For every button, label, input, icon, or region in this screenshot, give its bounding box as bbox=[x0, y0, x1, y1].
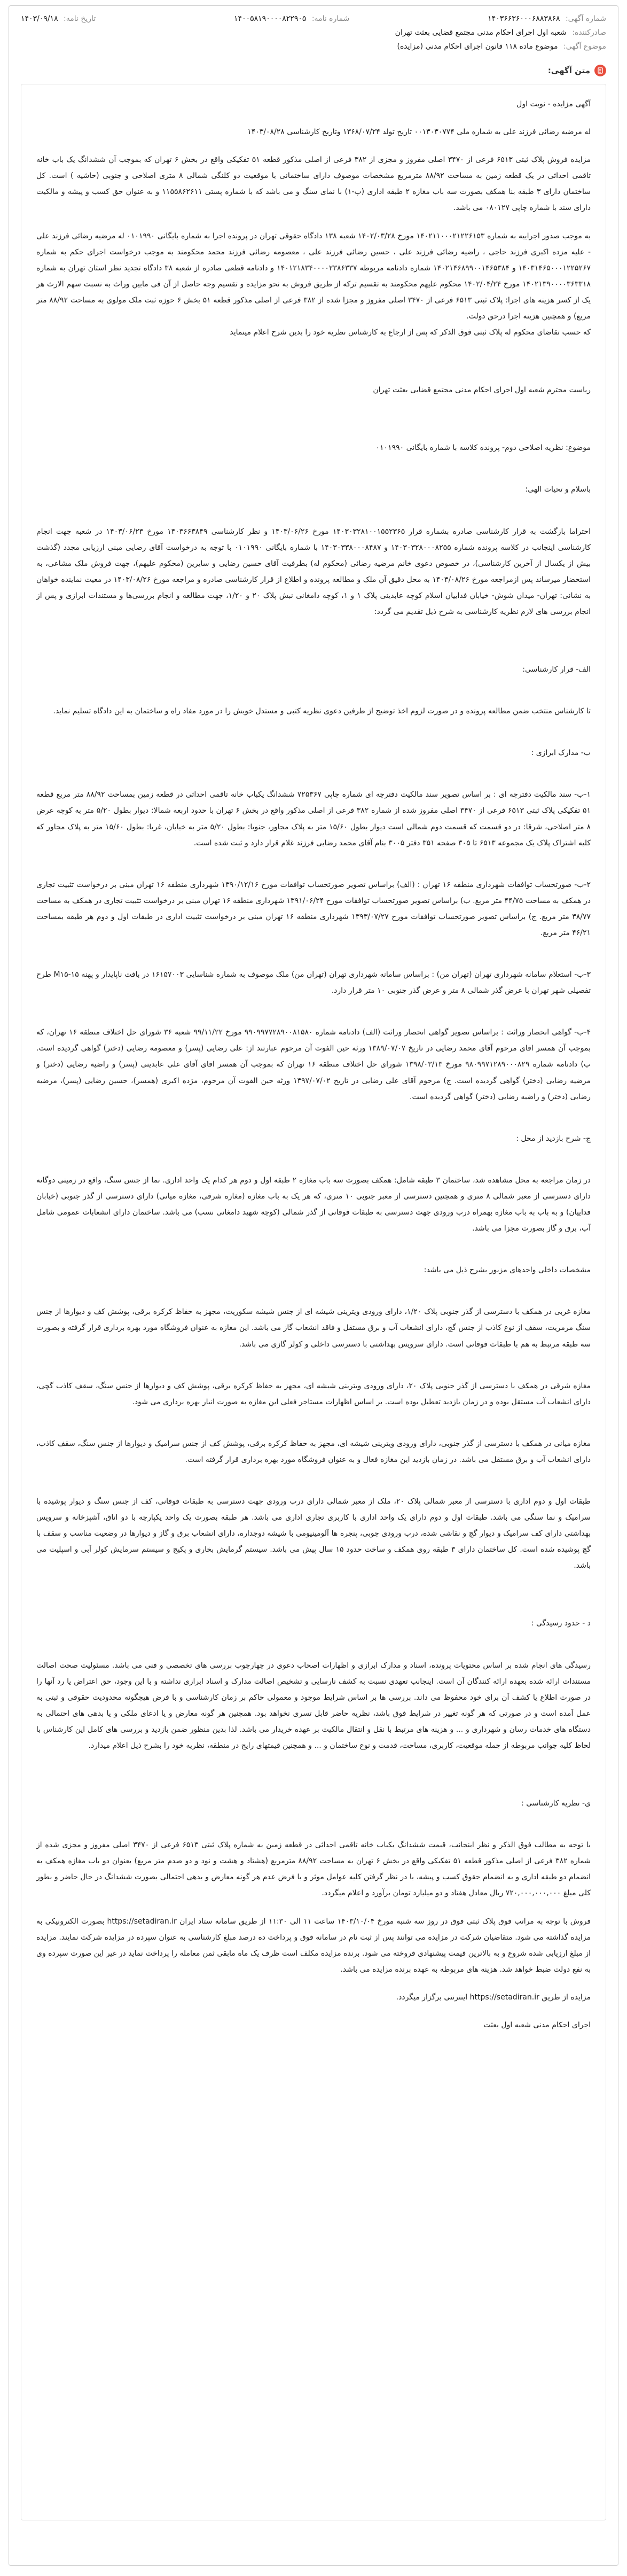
issuer-signature: اجرای احکام مدنی شعبه اول بعثت bbox=[483, 2021, 591, 2030]
issuer-label: صادرکننده: bbox=[572, 28, 606, 37]
section-b-item-1: ۱-ب- سند مالکیت دفترچه ای : بر اساس تصویر سند مالکیت دفترچه ای شماره چاپی ۷۲۵۳۶۷ ششدانگ یکباب خانه تاقمی احداثی در قطعه زمین بمساحت ۸۸/۹۲ متر مربع قطعه ۵۱ تفکیکی پلاک ثبتی ۶۵۱۳ فرعی از ۳۴۷۰ اصلی مفروز شده از شماره ۳۸۲ فرعی از اصلی مذکور واقع در بخش ۶ تهران با حدود اربعه شمالا: دیوار بطول ۵/۲۰ متر به کوچه عرض ۸ متر اصلاحی، شرقا: در دو قسمت که قسمت دوم شمالی است دیوار بطول ۱۵/۶۰ متر به پلاک مجاور، جنوبا: بطول ۵/۲۰ متر به خیابان، غربا: بطول ۱۵/۶۰ متر به پلاک مجاور که کلیه اشتراک پلاک یک مجموعه ۶۵۱۳ تا ۳۰۵ صفحه ۳۵۱ دفتر ۳۰۰۵ بنام آقای محمد رضایی فرزند غلام قرار دارد و ثبت شده است. bbox=[36, 790, 591, 847]
report-addressee: ریاست محترم شعبه اول اجرای احکام مدنی مجتمع قضایی بعثت تهران bbox=[373, 386, 591, 395]
announcement-text-heading bbox=[9, 65, 618, 76]
units-heading: مشخصات داخلی واحدهای مزبور بشرح ذیل می باشد: bbox=[424, 1266, 591, 1275]
ad-paragraph: به موجب صدور اجراییه به شماره ۱۴۰۲۱۱۰۰۰۲۱۲۲۶۱۵۳ مورخ ۱۴۰۲/۰۳/۲۸ شعبه ۱۳۸ دادگاه حقوقی تهران در پرونده اجرا به شماره بایگانی ۰۱۰۱۹۹۰ له مرضیه رضائی فرزند علی - علیه مزده اکبری فرزند حاجی ، راضیه رضائی فرزند علی ، حسین رضائی فرزند علی ، معصومه رضائی فرزند محمد محکومند به موجب درخواست اجرای حکم به شماره ۱۴۰۳۱۴۶۵۰۰۰۱۲۲۵۲۶۷ و ۱۴۰۲۱۴۶۸۹۹۰۰۱۴۶۵۳۸۴ شماره دادنامه مربوطه ۱۴۰۱۲۱۸۳۴۰۰۰۰۲۳۸۶۳۳۷ و دادنامه قطعی صادره از شعبه ۳۸ دادگاه تجدید نظر استان تهران به شماره ۱۴۰۲۱۳۹۰۰۰۰۳۶۳۳۱۸ مورخ ۱۴۰۲/۰۴/۲۴ محکوم علیهم محکومند به تقسیم ترکه از طریق فروش به نحو مزایده و تقسیم وجه حاصل از آن فی مابین وراث به نسبت سهم الارث هر یک از کسر هزینه های اجرا: پلاک ثبتی ۶۵۱۳ فرعی از ۳۴۷۰ اصلی مفروز و مجزا شده از ۳۸۲ فرعی از اصلی مذکور قطعه ۵۱ بخش ۶ حوزه ثبت ملک مولوی به مساحت ۸۸/۹۲ متر مربع) و همچنین هزینه اجرا درحق دولت. bbox=[36, 231, 591, 321]
report-intro: احتراما بازگشت به قرار کارشناسی صادره بشماره قرار ۱۴۰۳۰۳۲۸۱۰۰۱۵۵۲۳۶۵ مورخ ۱۴۰۳/۰۶/۲۶ و نظر کارشناسی ۱۴۰۳۶۶۳۸۴۹ مورخ ۱۴۰۳/۰۶/۲۳ در شعبه جهت انجام کارشناسی اینجانب در کلاسه پرونده شماره ۱۴۰۳۰۳۲۸۰۰۰۸۲۵۵ و ۱۴۰۳۰۳۳۸۰۰۰۸۴۸۷ با شماره بایگانی ۰۱۰۱۹۹۰ با توجه به درخواست آقای رضایی مبنی ارزیابی مجدد (گذشت بیش از یکسال از آخرین کارشناسی)، در خصوص دعوی خانم مرضیه رضائی (محکوم له) بطرفیت آقای حسین رضایی و سایرین (محکوم علیهم)، جهت فروش ملک مشاعی، به استحضار میرساند پس ازمراجعه مورخ ۱۴۰۳/۰۸/۲۶ به محل دقیق آن ملک و مطالعه پرونده و اطلاع از قرار کارشناسی صادره و مراجعه مورخ ۱۴۰۳/۰۸/۲۶ در معیت نماینده خواهان به نشانی: تهران- میدان شوش- خیابان فداییان اسلام کوچه عابدینی پلاک ۱ و ۱، کوچه دامغانی نبش پلاک ۲۰ و ۱/۲۰، جهت مطالعه و انجام بررسی‌ها و مستندات ابرازی و پس از انجام بررسی های لازم نظریه کارشناسی به شرح ذیل تقدیم می گردد: bbox=[36, 527, 591, 616]
ad-paragraph: له مرضیه رضائی فرزند علی به شماره ملی ۰۰۱۳۰۳۰۷۷۴ تاریخ تولد ۱۳۶۸/۰۷/۲۴ وتاریخ کارشناسی ۱۴۰۳/۰۸/۲۸ bbox=[247, 128, 591, 137]
ad-title: آگهی مزایده - نوبت اول bbox=[516, 100, 591, 108]
announcement-page bbox=[9, 5, 618, 2566]
announcement-text-label: متن آگهی: bbox=[547, 66, 590, 75]
section-c-text: در زمان مراجعه به محل مشاهده شد، ساختمان ۳ طبقه شامل: همکف بصورت سه باب مغازه ۲ طبقه اول و دوم هر کدام یک واحد اداری. نما از جنس سنگ، واقع در زمینی دوگانه دارای دسترسی از معبر شمالی ۸ متری و همچنین دسترسی از معبر جنوبی ۱۰ متری، که هر یک به باب مغازه (مغازه شرقی، مغازه میانی) دارای دسترسی از گذر جنوبی (خیابان فداییان) و به باب به باب مغازه بهمراه درب ورودی جهت دسترسی به طبقات فوقانی از گذر شمالی (کوچه شهید دامغانی نسب) می باشد. ساختمان دارای انشعابات عمومی شامل آب، برق و گاز بصورت مجزا می باشد. bbox=[36, 1176, 591, 1233]
ad-paragraph: مزایده فروش پلاک ثبتی ۶۵۱۳ فرعی از ۳۴۷۰ اصلی مفروز و مجزی از ۳۸۲ فرعی از اصلی مذکور قطعه ۵۱ تفکیکی واقع در بخش ۶ تهران که بموجب آن ششدانگ یک باب خانه تاقمی احداثی در یک قطعه زمین به مساحت ۸۸/۹۲ مترمربع مشخصات موصوف دارای ساختمانی با موقعیت دو کلنگی شمالی ۸ متری اصلاحی و جنوبی (حاشیه ) است. کل ساختمان دارای ۳ طبقه بنا همکف بصورت سه باب مغازه ۲ طبقه اداری (پ-۱) با نمای سنگ و می باشد که با شماره پستی ۱۱۵۵۸۶۲۶۱۱ و به عنوان حق کسب و پیشه و مالکیت دارای سند با شماره چاپی ۰۸۰۱۲۷ می باشد. bbox=[36, 155, 591, 213]
auction-website: مزایده از طریق https://setadiran.ir اینترنتی برگزار میگردد. bbox=[396, 1993, 591, 2002]
announcement-text-box bbox=[21, 84, 606, 2520]
letter-date bbox=[21, 14, 96, 23]
letter-number-value: ۱۴۰۰۵۸۱۹۰۰۰۰۸۲۲۹۰۵ bbox=[234, 14, 307, 23]
subject-row bbox=[9, 37, 618, 51]
announcement-meta-bar bbox=[9, 6, 618, 23]
subject-label: موضوع آگهی: bbox=[563, 42, 606, 51]
section-a-text: تا کارشناس منتخب ضمن مطالعه پرونده و در صورت لزوم اخذ توضیح از طرفین دعوی نظریه کتبی و مستدل خویش را در مورد مفاد راه و ساختمان به این دادگاه تسلیم نماید. bbox=[53, 707, 591, 716]
section-b-item-2: ۲-ب- صورتحساب توافقات شهرداری منطقه ۱۶ تهران : (الف) براساس تصویر صورتحساب توافقات مورخ ۱۳۹۰/۱۲/۱۶ شهرداری منطقه ۱۶ تهران مبنی بر درخواست تثبیت تجاری در همکف به مساحت ۴۴/۷۵ متر مربع. ب) براساس تصویر صورتحساب توافقات مورخ ۱۳۹۱/۰۶/۲۴ شهرداری منطقه ۱۶ تهران مبنی بر درخواست تثبیت تجاری در همکف به مساحت ۳۸/۷۷ متر مربع. ج) براساس تصویر صورتحساب توافقات مورخ ۱۳۹۳/۰۷/۲۷ شهرداری منطقه ۱۶ تهران مبنی بر درخواست تثبیت اداری در طبقات اول و دوم هر طبقه بمساحت ۴۶/۲۱ متر مربع. bbox=[36, 880, 591, 937]
section-d-heading: د - حدود رسیدگی : bbox=[531, 1619, 591, 1628]
letter-number-label: شماره نامه: bbox=[311, 14, 350, 23]
tracking-number bbox=[488, 14, 606, 23]
tracking-number-value: ۱۴۰۳۶۶۳۶۰۰۰۶۸۸۳۸۶۸ bbox=[488, 14, 560, 23]
subject-value: موضوع ماده ۱۱۸ قانون اجرای احکام مدنی (مزایده) bbox=[397, 42, 558, 51]
issuer-row bbox=[9, 23, 618, 37]
section-c-heading: ج- شرح بازدید از محل : bbox=[516, 1134, 591, 1143]
tracking-number-label: شماره آگهی: bbox=[565, 14, 606, 23]
report-greeting: باسلام و تحیات الهی؛ bbox=[525, 485, 591, 494]
document-icon bbox=[594, 65, 606, 76]
section-e-heading: ی- نظریه کارشناسی : bbox=[521, 1799, 591, 1808]
letter-number bbox=[234, 14, 349, 23]
letter-date-value: ۱۴۰۳/۰۹/۱۸ bbox=[21, 14, 58, 23]
section-b-heading: ب- مدارک ابرازی : bbox=[531, 749, 591, 758]
report-subject: موضوع: نظریه اصلاحی دوم- پرونده کلاسه با شماره بایگانی ۰۱۰۱۹۹۰ bbox=[375, 443, 591, 453]
ad-paragraph: که حسب تقاضای محکوم له پلاک ثبتی فوق الذکر که پس از ارجاع به کارشناس نظریه خود را بدین شرح اعلام مینماید bbox=[230, 328, 591, 337]
letter-date-label: تاریخ نامه: bbox=[64, 14, 96, 23]
unit-east-shop: مغازه شرقی در همکف با دسترسی از گذر جنوبی پلاک ۲۰، دارای ورودی ویترینی شیشه ای، مجهز به حفاظ کرکره برقی، پوشش کف و دیوارها از جنس سنگ، سقف کاذب گچی، دارای انشعاب آب مستقل بوده و در زمان بازدید تعطیل بوده است. بر اساس اظهارات مستاجر فعلی این مغازه به صورت انبار بهره برداری می شود. bbox=[36, 1381, 591, 1406]
unit-middle-shop: مغازه میانی در همکف با دسترسی از گذر جنوبی، دارای ورودی ویترینی شیشه ای، مجهز به حفاظ کرکره برقی، پوشش کف از جنس سرامیک و دیوارها از جنس سنگ، سقف کاذب، دارای انشعاب آب و برق مستقل می باشد. در زمان بازدید این مغازه فعال و به عنوان فروشگاه مورد بهره برداری قرار گرفته است. bbox=[36, 1439, 591, 1464]
section-b-item-3: ۳-ب- استعلام سامانه شهرداری تهران (تهران من) : براساس سامانه شهرداری تهران (تهران من) ملک موصوف به شماره شناسایی ۱۶۱۵۷۰۰۳ در بافت ناپایدار و پهنه ۱۵-M۱۵ طرح تفصیلی شهر تهران با عرض گذر شمالی ۸ متر و عرض گذر جنوبی ۱۰ متر قرار دارد. bbox=[36, 970, 591, 995]
unit-west-shop: مغازه غربی در همکف با دسترسی از گذر جنوبی پلاک ۱/۲۰، دارای ورودی ویترینی شیشه ای از جنس شیشه سکوریت، مجهز به حفاظ کرکره برقی، پوشش کف و دیوارها از جنس سنگ مرمریت، سقف از نوع کاذب از جنس گچ، دارای انشعاب آب و برق مستقل و فاقد انشعاب گاز می باشد. این مغازه به عنوان فروشگاه مورد بهره برداری قرار گرفته و بصورت سه طبقه مرتبط به هم با طبقات فوقانی است. دارای سرویس بهداشتی با دسترسی داخلی و کولر گازی می باشد. bbox=[36, 1308, 591, 1349]
section-a-heading: الف- قرار کارشناسی: bbox=[522, 665, 591, 674]
issuer-value: شعبه اول اجرای احکام مدنی مجتمع قضایی بعثت تهران bbox=[395, 28, 567, 37]
auction-terms: فروش با توجه به مراتب فوق پلاک ثبتی فوق در روز سه شنبه مورخ ۱۴۰۳/۱۰/۰۴ ساعت ۱۱ الی ۱۱:۳۰ از طریق سامانه ستاد ایران https://setadiran.ir بصورت الکترونیکی به مزایده گذاشته می شود. متقاضیان شرکت در مزایده می توانند پس از ثبت نام در سامانه فوق و پرداخت ده درصد مبلغ کارشناسی به عنوان سپرده در مزایده شرکت نمایند. مزایده از مبلغ ارزیابی شده شروع و به بالاترین قیمت پیشنهادی فروخته می شود. برنده مزایده مکلف است ظرف یک ماه مابقی ثمن معامله را پرداخت نماید در غیر این صورت سپرده وی به نفع دولت ضبط خواهد شد. هزینه های مربوطه به عهده برنده مزایده می باشد. bbox=[36, 1917, 591, 1974]
section-b-item-4: ۴-ب- گواهی انحصار وراثت : براساس تصویر گواهی انحصار وراثت (الف) دادنامه شماره ۹۹۰۹۹۷۷۲۸۹۰۰۸۱۵۸۰ مورخ ۹۹/۱۱/۲۲ شعبه ۳۶ شورای حل اختلاف منطقه ۱۶ تهران، که بموجب آن همسر اقای مرحوم آقای محمد رضایی در تاریخ ۱۳۸۹/۰۷/۰۷ ورثه حین الفوت آن مرحوم عبارتند از: علی رضایی (پسر) و معصومه رضایی (دختر) گواهی گردیده است. ب) دادنامه شماره ۹۸۰۹۹۷۱۲۸۹۰۰۰۸۲۹ مورخ ۱۳۹۸/۰۳/۱۳ شورای حل اختلاف منطقه ۱۶ تهران که بموجب آن همسر اقای آقای علی عابدینی (پسر) و راضیه رضایی (دختر) و مرضیه رضایی (دختر) گواهی گردیده است. ج) مرحوم آقای علی رضایی در تاریخ ۱۳۹۷/۰۷/۰۲ ورثه حین الفوت آن مرحوم، مژده اکبری (همسر)، حسین رضایی (پسر)، مرضیه رضایی (دختر) و راضیه رضایی (دختر) گواهی گردیده است. bbox=[36, 1028, 591, 1101]
expert-opinion: با توجه به مطالب فوق الذکر و نظر اینجانب، قیمت ششدانگ یکباب خانه تاقمی احداثی در قطعه زمین به شماره پلاک ثبتی ۶۵۱۳ فرعی از ۳۴۷۰ اصلی مفروز و مجزی شده از شماره ۳۸۲ فرعی از اصلی مذکور قطعه ۵۱ تفکیکی واقع در بخش ۶ تهران به مساحت ۸۸/۹۲ مترمربع (هشتاد و هشت و نود و دو صدم متر مربع) بعنوان دو باب مغازه همکف به انضمام دو طبقه اداری و به انضمام حقوق کسب و پیشه، با در نظر گرفتن کلیه عوامل موثر و با فرض عدم هر گونه معارض و بدهی احتمالی بصورت ششدانگ در حال حاضر و بطور کلی مبلغ ۷۲۰,۰۰۰,۰۰۰,۰۰۰ ریال معادل هفتاد و دو میلیارد تومان برآورد و اعلام میگردد. bbox=[36, 1841, 591, 1898]
section-d-text: رسیدگی های انجام شده بر اساس محتویات پرونده، اسناد و مدارک ابرازی و اظهارات اصحاب دعوی در چهارچوب بررسی های تخصصی و فنی می باشد. مسئولیت صحت اصالت مستندات ارائه شده بعهده ارائه کنندگان آن است. اینجانب تعهدی نسبت به کشف نارسایی و تشخیص اصالت مدارک و اسناد ابرازی نداشته و با این وجود، حق اعتراض یا رد آنها را در صورت اطلاع یا کشف آن برای خود محفوظ می داند. بررسی ها بر اساس شرایط موجود و معمولی حاکم بر زمان کارشناسی و با فرض هیچگونه محدودیت حقوقی و ثبتی به عمل آمده است و در صورتی که هر گونه تغییر در شرایط فوق باشد، نظریه حاضر قابل تسری نخواهد بود. همچنین هر گونه معارض و یا ادعای ملکی و یا بدهی های احتمالی به دستگاه های خدمات رسان و شهرداری و ... و هزینه های مرتبط با نقل و انتقال مالکیت بر عهده خریدار می باشد. لذا بدین منظور ضمن بازدید و بررسی های کامل این کارشناس با لحاظ کلیه جوانب مربوطه از جمله موقعیت، کاربری، مساحت، قدمت و نوع ساختمان و ... و همچنین قیمتهای رایج در منطقه، نظریه خود را بشرح ذیل اعلام میدارد. bbox=[36, 1661, 591, 1750]
unit-office-floors: طبقات اول و دوم اداری با دسترسی از معبر شمالی پلاک ۲۰، ملک از معبر شمالی دارای درب ورودی جهت دسترسی به طبقات فوقانی، کف از جنس سنگ و دیوار پوشیده با سرامیک و نما سنگی می باشد. طبقات اول و دوم دارای یک واحد اداری با کاربری تجاری اداری می باشد. هر طبقه بصورت یک واحد یکپارچه با دو اتاق، آشپزخانه و سرویس بهداشتی دارای کف سرامیک و دیوار گچ و نقاشی شده، درب ورودی چوبی، پنجره ها آلومینیومی با شیشه دوجداره، دارای انشعاب برق و گاز و دیوارها در وضعیت مناسب و سقف با گچ پوشیده شده است. کل ساختمان دارای ۳ طبقه روی همکف و ساخت حدود ۱۵ سال پیش می باشد. سیستم گرمایش بخاری و پکیج و سیستم سرمایش کولر آبی و اسپلیت می باشد. bbox=[36, 1497, 591, 1570]
